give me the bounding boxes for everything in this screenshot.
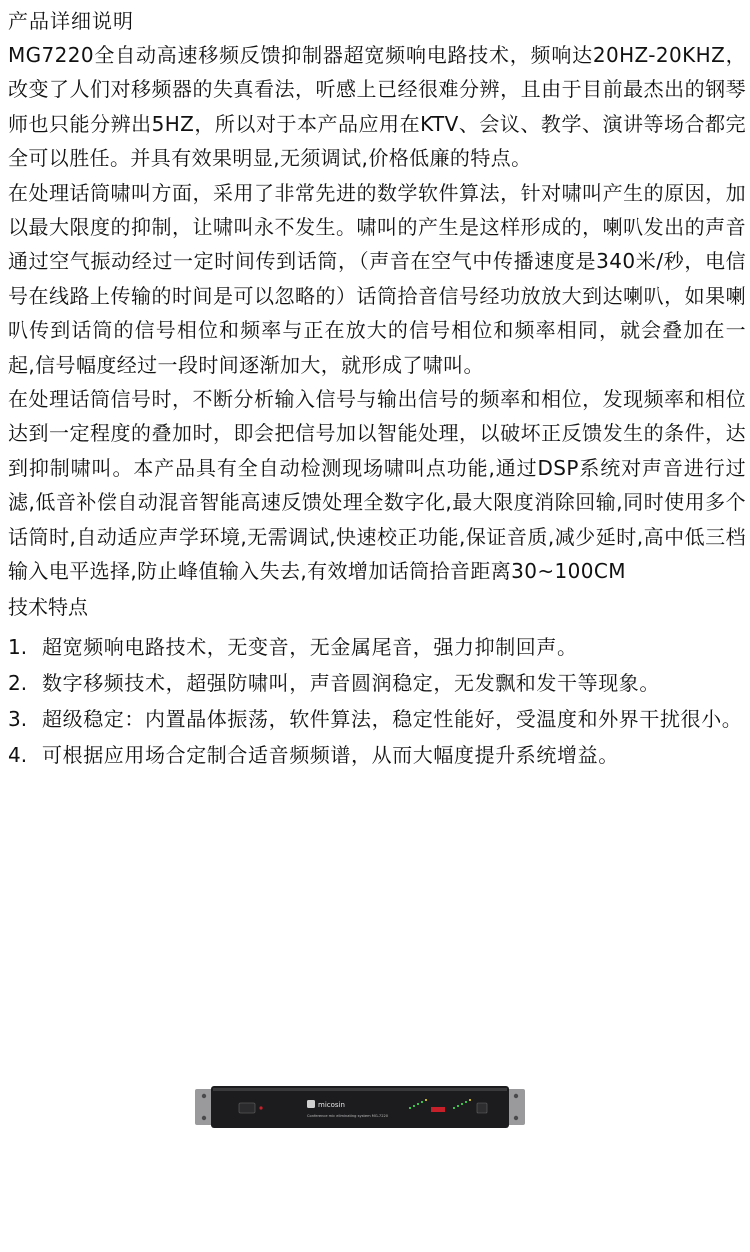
- feature-item: [8, 701, 746, 737]
- feature-number: 2.: [8, 670, 28, 695]
- paragraph-signal-processing: 在处理话筒信号时，不断分析输入信号与输出信号的频率和相位，发现频率和相位达到一定程度的叠加时，即会把信号加以智能处理，以破坏正反馈发生的条件，达到抑制啸叫。本产品具有全自动检测现场啸叫点功能,通过DSP系统对声音进行过滤,低音补偿自动混音智能高速反馈处理全数字化,最大限度消除回输,同时使用多个话筒时,自动适应声学环境,无需调试,快速校正功能,保证音质,减少延时,高中低三档输入电平选择,防止峰值输入失去,有效增加话筒拾音距离30~100CM: [8, 387, 746, 584]
- feature-number: 1.: [8, 634, 28, 659]
- paragraph-howling-cause: 在处理话筒啸叫方面，采用了非常先进的数学软件算法，针对啸叫产生的原因，加以最大限度的抑制，让啸叫永不发生。啸叫的产生是这样形成的，喇叭发出的声音通过空气振动经过一定时间传到话筒，（声音在空气中传播速度是340米/秒，电信号在线路上传输的时间是可以忽略的）话筒拾音信号经功放放大到达喇叭，如果喇叭传到话筒的信号相位和频率与正在放大的信号相位和频率相同，就会叠加在一起,信号幅度经过一段时间逐渐加大，就形成了啸叫。: [8, 180, 746, 377]
- document: [8, 6, 746, 773]
- feature-text: 数字移频技术，超强防啸叫，声音圆润稳定，无发飘和发干等现象。: [42, 670, 660, 695]
- feature-item: [8, 665, 746, 701]
- rack-device-illustration: [195, 1083, 525, 1131]
- feature-number: 3.: [8, 706, 28, 731]
- paragraph-intro: MG7220全自动高速移频反馈抑制器超宽频响电路技术，频响达20HZ-20KHZ，改变了人们对移频器的失真看法，听感上已经很难分辨，且由于目前最杰出的钢琴师也只能分辨出5HZ，所以对于本产品应用在KTV、会议、教学、演讲等场合都完全可以胜任。并具有效果明显,无须调试,价格低廉的特点。: [8, 43, 746, 171]
- model-label: Conference mic eliminating system MG-7220: [307, 1114, 389, 1118]
- feature-text: 超宽频响电路技术，无变音，无金属尾音，强力抑制回声。: [42, 634, 578, 659]
- feature-item: [8, 629, 746, 665]
- features-list: [8, 629, 746, 773]
- red-indicator-panel: [431, 1107, 445, 1112]
- brand-name: micosin: [318, 1101, 345, 1109]
- feature-text: 可根据应用场合定制合适音频频谱，从而大幅度提升系统增益。: [42, 742, 619, 767]
- page-title: 产品详细说明: [8, 9, 134, 33]
- control-knob-icon: [477, 1103, 487, 1113]
- feature-item: [8, 737, 746, 773]
- power-led-icon: [259, 1106, 262, 1109]
- product-image: [195, 1083, 525, 1131]
- brand-logo-icon: [307, 1100, 315, 1108]
- features-title: 技术特点: [8, 594, 88, 619]
- feature-text: 超级稳定：内置晶体振荡，软件算法，稳定性能好，受温度和外界干扰很小。: [42, 706, 743, 731]
- feature-number: 4.: [8, 742, 28, 767]
- device-body: [211, 1086, 509, 1128]
- power-switch-icon: [239, 1103, 255, 1113]
